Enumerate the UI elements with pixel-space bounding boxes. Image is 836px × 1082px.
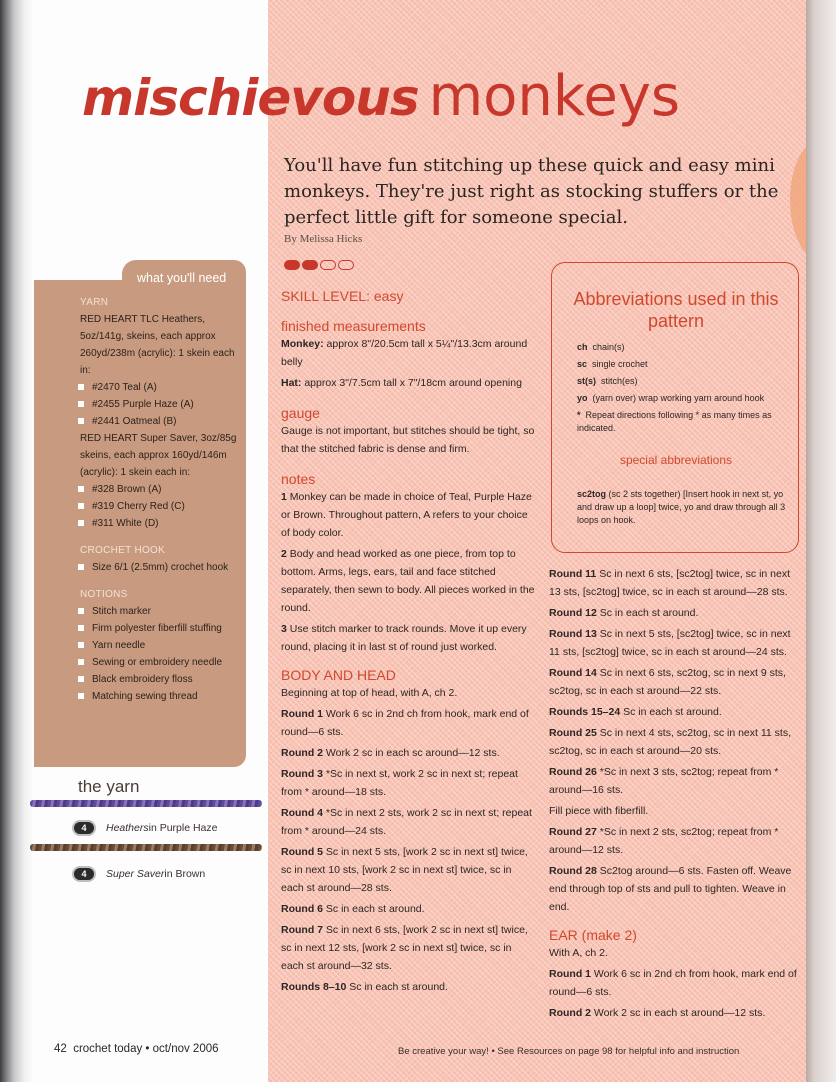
bullet-icon (78, 608, 84, 614)
skill-segment (338, 260, 354, 270)
materials-list (80, 290, 238, 705)
body-round (549, 625, 799, 661)
abbr-definition: chain(s) (592, 342, 625, 352)
abbreviations-title: Abbreviations used in this pattern (573, 289, 779, 331)
body-round (549, 724, 799, 760)
color-label: #2441 Oatmeal (B) (92, 416, 177, 427)
abbr-term: ch (577, 342, 588, 352)
round-text: Sc in next 6 sts, sc2tog, sc in next 9 sts, sc2tog, sc in each st around—22 sts. (549, 667, 786, 697)
color-label: #311 White (D) (92, 518, 159, 529)
ear-intro: With A, ch 2. (549, 947, 608, 959)
tlc-yarn-description: RED HEART TLC Heathers, 5oz/141g, skeins, each approx 260yd/238m (acrylic): 1 skein each in: (80, 314, 235, 376)
yarn-name: Super Saver (106, 868, 165, 880)
hook-label: Size 6/1 (2.5mm) crochet hook (92, 562, 229, 573)
yarn-heading: YARN (80, 297, 109, 308)
round-text: Sc2tog around—6 sts. Fasten off. Weave end through top of sts and pull to tighten. Weave in end. (549, 865, 792, 913)
page-number: 42 (54, 1043, 67, 1055)
ear-round (549, 965, 799, 1001)
title-part-2: monkeys (428, 64, 681, 129)
round-label: Round 3 (281, 768, 323, 780)
round-label: Round 28 (549, 865, 597, 877)
bullet-icon (78, 625, 84, 631)
hook-item (80, 559, 238, 576)
round-text: Work 2 sc in each st around—12 sts. (593, 1007, 766, 1019)
round-label: Round 6 (281, 903, 323, 915)
body-intro: Beginning at top of head, with A, ch 2. (281, 687, 458, 699)
round-text: Sc in each st around. (349, 981, 448, 993)
abbr-definition: (yarn over) wrap working yarn around hook (592, 393, 765, 403)
right-column (549, 565, 799, 1025)
round-text: Sc in next 6 sts, [sc2tog] twice, sc in next 13 sts, [sc2tog] twice, sc in each st around—28 sts. (549, 568, 791, 598)
color-label: #2470 Teal (A) (92, 382, 157, 393)
body-round (281, 744, 535, 762)
skill-segment (320, 260, 336, 270)
round-label: Round 14 (549, 667, 597, 679)
color-label: #2455 Purple Haze (A) (92, 399, 194, 410)
special-abbreviations-title: special abbreviations (619, 453, 733, 467)
note-1-text: Monkey can be made in choice of Teal, Purple Haze or Brown. Throughout pattern, A refers to your choice of body color. (281, 491, 532, 539)
color-item (80, 413, 238, 430)
body-round (281, 843, 535, 897)
bullet-icon (78, 384, 84, 390)
hat-measurement (281, 374, 535, 392)
round-text: Work 2 sc in each sc around—12 sts. (325, 747, 500, 759)
yarn-color: in Brown (164, 868, 206, 880)
abbreviation-item (577, 392, 787, 405)
footer-tagline: Be creative your way! • See Resources on page 98 for helpful info and instruction (398, 1046, 740, 1057)
binding-shadow (0, 0, 32, 1082)
round-label: Round 5 (281, 846, 323, 858)
round-text: Sc in each st around. (599, 607, 699, 619)
note-3: 3 Use stitch marker to track rounds. Move it up every round, placing it in last st of round just worked. (281, 623, 527, 653)
note-1: 1 Monkey can be made in choice of Teal, Purple Haze or Brown. Throughout pattern, A refers to your choice of body color. (281, 491, 532, 539)
bullet-icon (78, 676, 84, 682)
body-round (281, 921, 535, 975)
round-text: Sc in next 5 sts, [sc2tog] twice, sc in next 11 sts, [sc2tog] twice, sc in each st around—24 sts. (549, 628, 791, 658)
title-part-1: mischievous (82, 69, 419, 127)
body-round (281, 705, 535, 741)
abbreviation-item (577, 358, 787, 371)
notion-item (80, 603, 238, 620)
skill-segment (302, 260, 318, 270)
bullet-icon (78, 693, 84, 699)
color-label: #328 Brown (A) (92, 484, 162, 495)
notion-label: Black embroidery floss (92, 674, 193, 685)
skill-level-meter (284, 260, 354, 270)
abbr-definition: stitch(es) (601, 376, 638, 386)
hook-heading: CROCHET HOOK (80, 545, 166, 556)
round-text: *Sc in next 2 sts, sc2tog; repeat from * around—12 sts. (549, 826, 779, 856)
round-label: Round 4 (281, 807, 323, 819)
yarn-weight-icon: 4 (72, 820, 96, 836)
round-text: Sc in each st around. (623, 706, 722, 718)
monkey-label: Monkey: (281, 338, 324, 350)
abbreviation-item (577, 341, 787, 354)
notion-item (80, 637, 238, 654)
round-label: Round 7 (281, 924, 323, 936)
body-round (281, 804, 535, 840)
abbr-term: sc (577, 359, 588, 369)
super-saver-description: RED HEART Super Saver, 3oz/85g skeins, each approx 160yd/146m (acrylic): 1 skein each in: (80, 433, 237, 478)
body-round (549, 604, 799, 622)
page-title (82, 64, 680, 129)
round-label: Round 2 (549, 1007, 591, 1019)
hat-label: Hat: (281, 377, 302, 389)
monkey-measurement (281, 335, 535, 371)
skill-segment (284, 260, 300, 270)
page-edge (806, 0, 836, 1082)
body-round (281, 765, 535, 801)
round-label: Round 1 (281, 708, 323, 720)
round-text: Sc in next 4 sts, sc2tog, sc in next 11 sts, sc2tog, sc in each st around—20 sts. (549, 727, 791, 757)
round-label: Round 26 (549, 766, 597, 778)
the-yarn-heading: the yarn (78, 777, 140, 796)
skill-level: SKILL LEVEL: easy (281, 288, 404, 304)
yarn-item (72, 820, 217, 836)
round-text: *Sc in next 2 sts, work 2 sc in next st; repeat from * around—24 sts. (281, 807, 532, 837)
byline: By Melissa Hicks (284, 233, 363, 245)
color-item (80, 379, 238, 396)
bullet-icon (78, 401, 84, 407)
round-text: Sc in next 5 sts, [work 2 sc in next st] twice, sc in next 10 sts, [work 2 sc in next st] twice, sc in each st around—28 sts. (281, 846, 528, 894)
notion-item (80, 671, 238, 688)
round-label: Round 13 (549, 628, 597, 640)
notion-label: Stitch marker (92, 606, 151, 617)
color-item (80, 481, 238, 498)
round-text: Sc in each st around. (325, 903, 425, 915)
notions-heading: NOTIONS (80, 589, 128, 600)
round-label: Round 11 (549, 568, 597, 580)
notion-item (80, 688, 238, 705)
abbr-term: yo (577, 393, 588, 403)
notion-label: Firm polyester fiberfill stuffing (92, 623, 222, 634)
body-round (549, 565, 799, 601)
bullet-icon (78, 659, 84, 665)
bullet-icon (78, 486, 84, 492)
ear-heading: EAR (make 2) (549, 927, 637, 943)
body-round (549, 703, 799, 721)
bullet-icon (78, 564, 84, 570)
round-label: Rounds 15–24 (549, 706, 621, 718)
round-label: Rounds 8–10 (281, 981, 347, 993)
round-text: *Sc in next 3 sts, sc2tog; repeat from * around—16 sts. (549, 766, 779, 796)
middle-column (281, 287, 535, 999)
ear-round (549, 1004, 799, 1022)
brown-yarn-strand (30, 844, 262, 851)
body-round (549, 862, 799, 916)
color-label: #319 Cherry Red (C) (92, 501, 185, 512)
yarn-name: Heathers (106, 822, 149, 834)
note-3-text: Use stitch marker to track rounds. Move it up every round, placing it in last st of round just worked. (281, 623, 527, 653)
bullet-icon (78, 642, 84, 648)
round-label: Round 25 (549, 727, 597, 739)
intro-text: You'll have fun stitching up these quick and easy mini monkeys. They're just right as stocking stuffers or the perfect little gift for someone special. (284, 155, 779, 228)
color-item (80, 498, 238, 515)
round-label: Round 27 (549, 826, 597, 838)
round-label: Round 2 (281, 747, 323, 759)
monkey-text: approx 8"/20.5cm tall x 5¼"/13.3cm around belly (281, 338, 528, 368)
body-heading: BODY AND HEAD (281, 667, 396, 683)
what-you-need-title: what you'll need (137, 271, 227, 285)
gauge-heading: gauge (281, 405, 320, 421)
color-item (80, 396, 238, 413)
finished-heading: finished measurements (281, 318, 426, 334)
notion-item (80, 654, 238, 671)
gauge-text: Gauge is not important, but stitches should be tight, so that the stitched fabric is dense and firm. (281, 425, 535, 455)
body-round (549, 664, 799, 700)
abbr-term: * (577, 410, 581, 420)
note-2: 2 Body and head worked as one piece, from top to bottom. Arms, legs, ears, tail and face stitched separately, then sewn to body. All pieces worked in the round. (281, 548, 535, 614)
abbreviation-item (577, 409, 787, 435)
abbr-definition: Repeat directions following * as many times as indicated. (577, 410, 772, 433)
bullet-icon (78, 418, 84, 424)
notion-label: Sewing or embroidery needle (92, 657, 223, 668)
yarn-color: in Purple Haze (148, 822, 218, 834)
body-round (281, 978, 535, 996)
round-text: Work 6 sc in 2nd ch from hook, mark end of round—6 sts. (549, 968, 797, 998)
round-text: Work 6 sc in 2nd ch from hook, mark end of round—6 sts. (281, 708, 529, 738)
notion-item (80, 620, 238, 637)
notion-label: Matching sewing thread (92, 691, 198, 702)
note-2-text: Body and head worked as one piece, from top to bottom. Arms, legs, ears, tail and face stitched separately, then sewn to body. All pieces worked in the round. (281, 548, 535, 614)
magazine-name: crochet today (73, 1043, 143, 1055)
body-round (549, 763, 799, 799)
abbreviations-list (577, 341, 787, 439)
round-label: Round 12 (549, 607, 597, 619)
fill-instruction: Fill piece with fiberfill. (549, 805, 649, 817)
notion-label: Yarn needle (92, 640, 146, 651)
bullet-icon (78, 520, 84, 526)
abbr-term: st(s) (577, 376, 597, 386)
notes-heading: notes (281, 471, 316, 487)
hat-text: approx 3"/7.5cm tall x 7"/18cm around opening (304, 377, 522, 389)
abbr-term: sc2tog (577, 489, 607, 499)
color-item (80, 515, 238, 532)
abbreviation-item (577, 375, 787, 388)
purple-yarn-strand (30, 800, 262, 807)
bullet-icon (78, 503, 84, 509)
body-round (549, 823, 799, 859)
abbr-definition: (sc 2 sts together) [Insert hook in next st, yo and draw up a loop] twice, yo and draw through all 3 loops on hook. (577, 489, 786, 525)
round-label: Round 1 (549, 968, 591, 980)
sc2tog-definition (577, 488, 787, 527)
body-round (281, 900, 535, 918)
page-folio: 42 crochet today • oct/nov 2006 (54, 1043, 219, 1055)
round-text: Sc in next 6 sts, [work 2 sc in next st] twice, sc in next 12 sts, [work 2 sc in next st] twice, sc in each st around—32 sts. (281, 924, 528, 972)
yarn-weight-icon: 4 (72, 866, 96, 882)
issue-date: oct/nov 2006 (152, 1043, 219, 1055)
abbr-definition: single crochet (592, 359, 648, 369)
yarn-item (72, 866, 205, 882)
round-text: *Sc in next st, work 2 sc in next st; repeat from * around—18 sts. (281, 768, 518, 798)
